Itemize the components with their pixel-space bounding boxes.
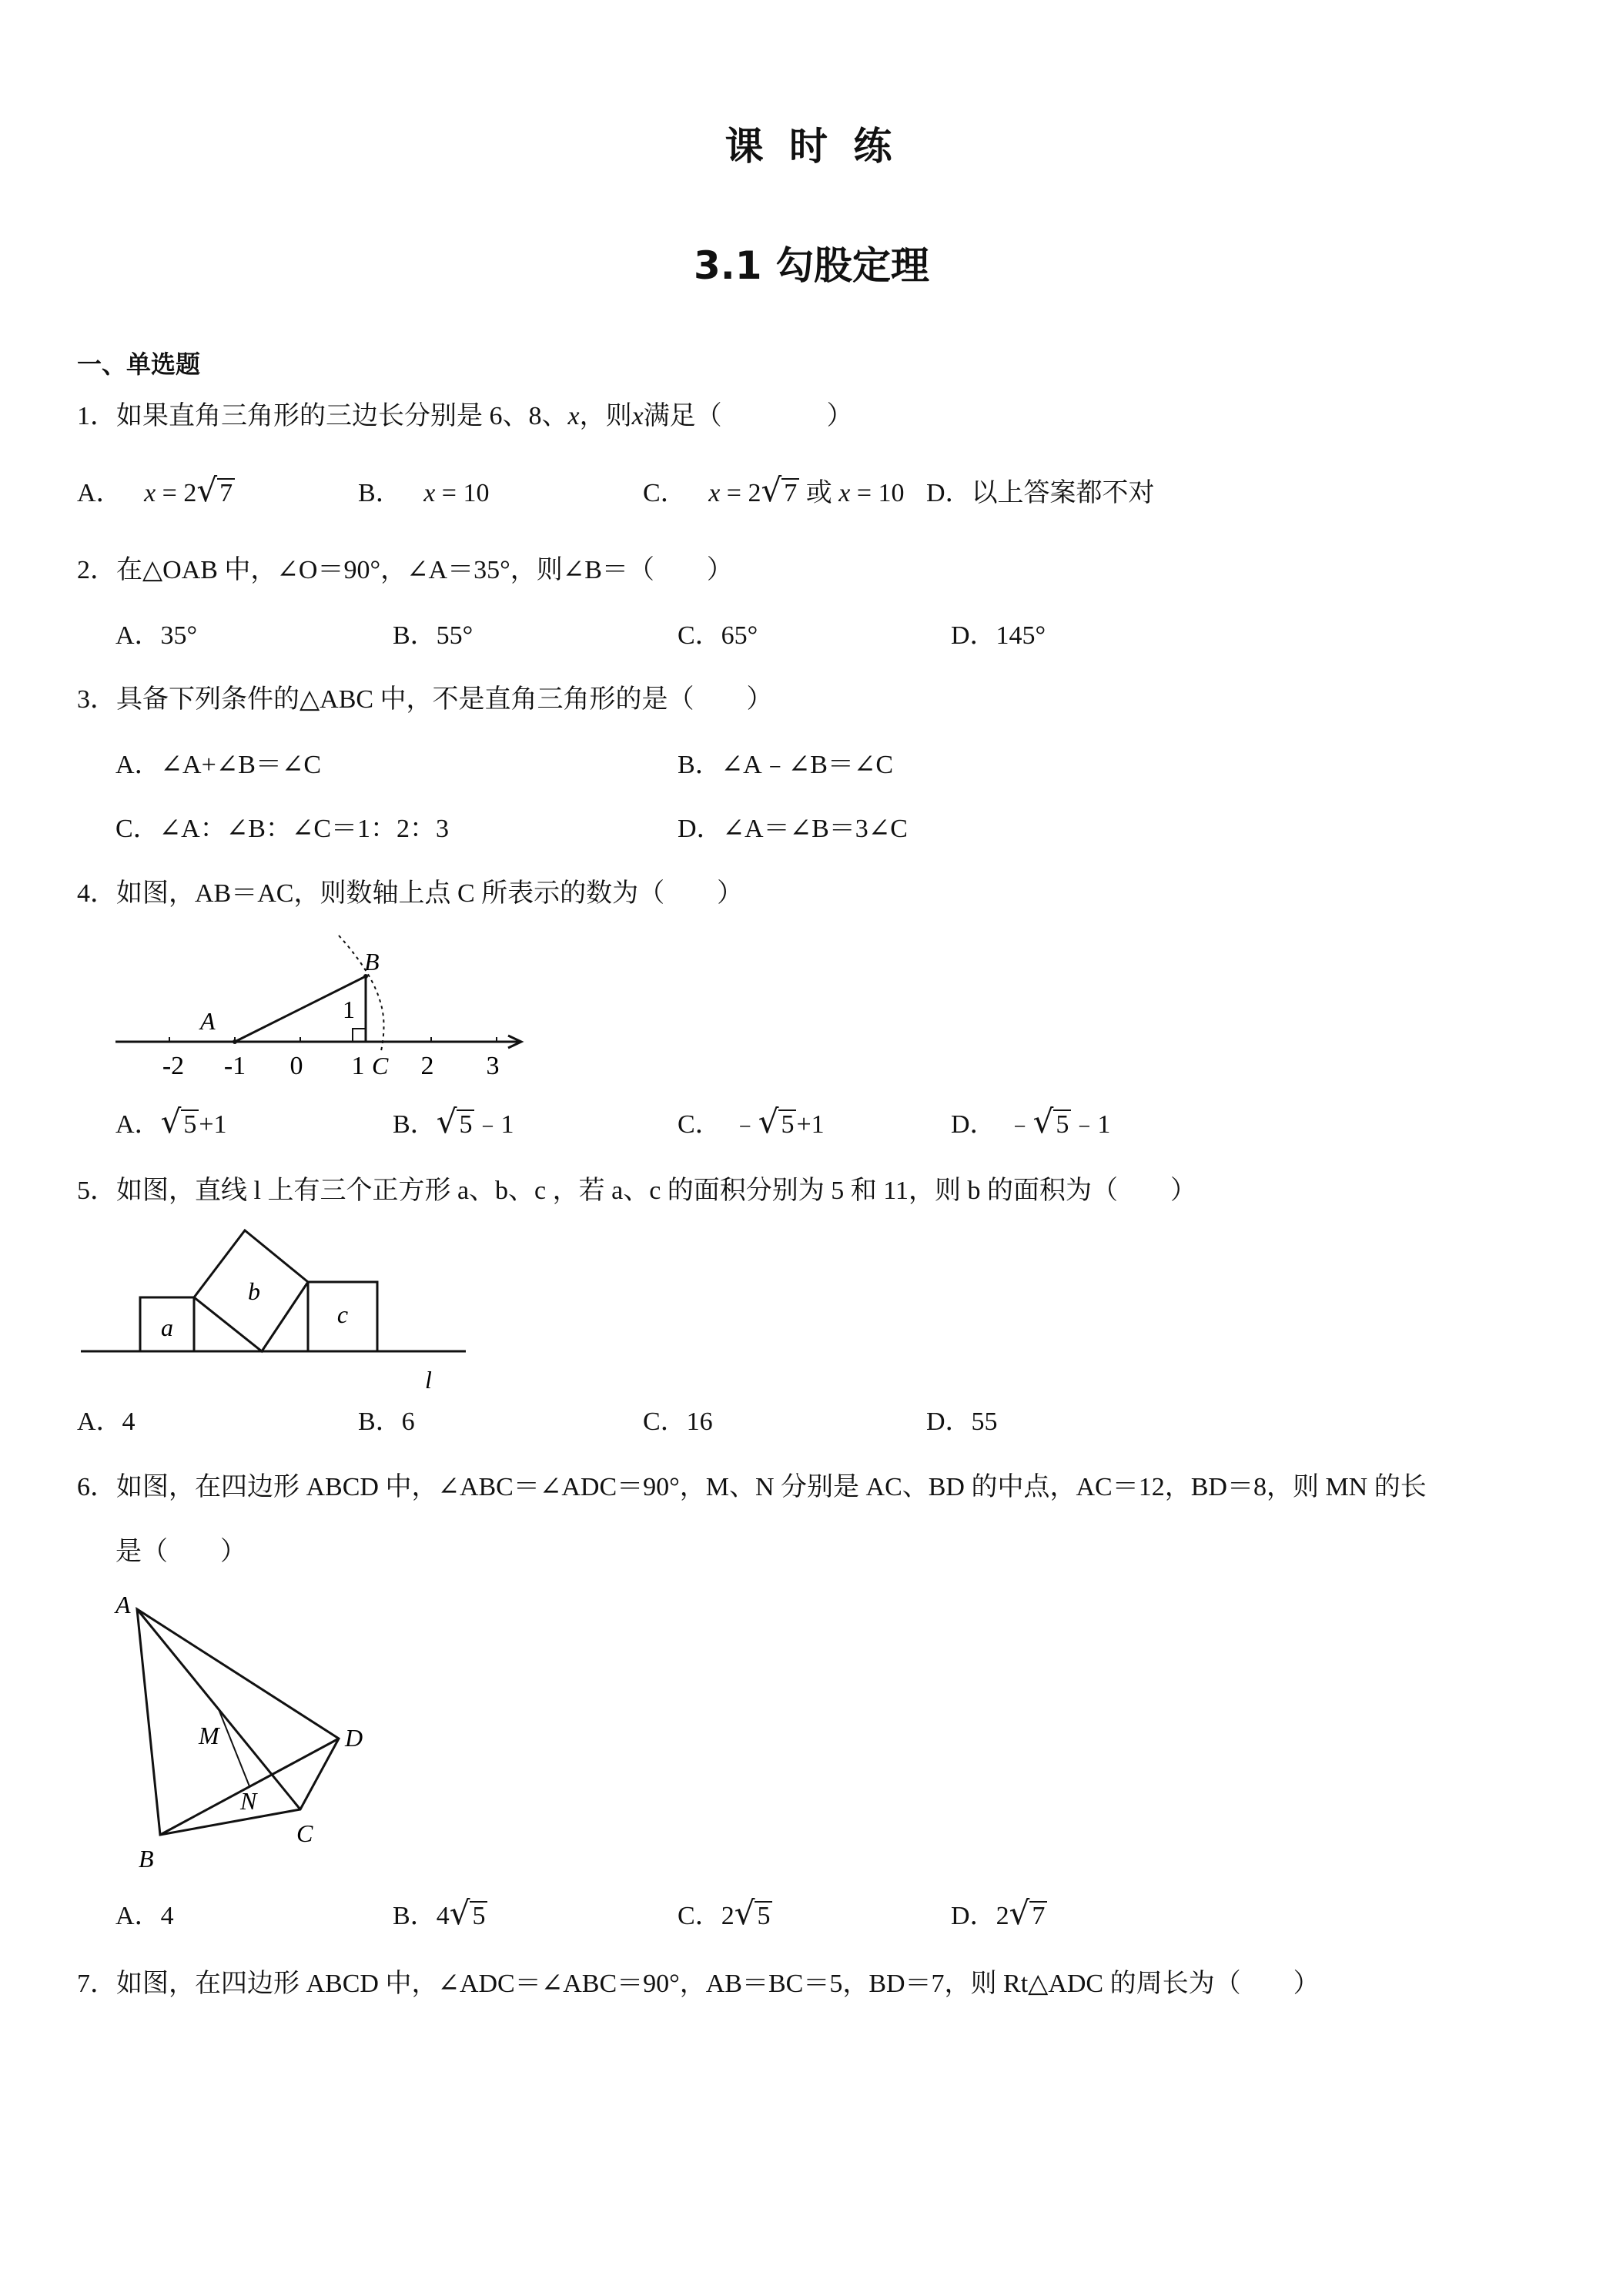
q3-option-a[interactable]: A．∠A+∠B＝∠C <box>115 751 322 779</box>
q3-option-b[interactable]: B．∠A﹣∠B＝∠C <box>678 751 894 779</box>
radicand: 7 <box>781 478 799 507</box>
question-number: 1． <box>77 402 116 430</box>
option-label: C． <box>678 1110 721 1139</box>
question-6 <box>77 1465 1427 1503</box>
point-label-b: B <box>364 948 380 976</box>
side-label-one: 1 <box>343 996 355 1023</box>
sqrt-icon: √ <box>758 1103 779 1140</box>
variable-x: x <box>708 479 721 507</box>
question-2 <box>77 548 733 586</box>
q5-option-a[interactable]: A．4 <box>77 1407 136 1436</box>
tick-label: 0 <box>289 1052 303 1080</box>
question-text: 在△OAB 中，∠O＝90°，∠A＝35°，则∠B＝（ ） <box>116 556 733 584</box>
question-1 <box>77 394 853 432</box>
question-text: 如图，直线 l 上有三个正方形 a、b、c ，若 a、c 的面积分别为 5 和 11，则 b 的面积为（ ） <box>116 1176 1197 1205</box>
tick-label: -1 <box>223 1052 246 1080</box>
option-label: B． <box>393 1110 437 1139</box>
radicand: 5 <box>755 1901 772 1930</box>
question-number: 5． <box>77 1176 116 1205</box>
point-label-c: C <box>372 1052 389 1079</box>
variable-x: x <box>838 479 851 507</box>
question-text: 满足（ ） <box>643 402 853 430</box>
q2-option-d[interactable]: D．145° <box>951 621 1046 650</box>
option-text: 2 <box>721 1902 735 1930</box>
radicand: 5 <box>1053 1110 1071 1139</box>
vertex-label-a: A <box>115 1591 131 1618</box>
question-number: 6． <box>77 1473 116 1501</box>
q1-option-a[interactable] <box>77 471 235 509</box>
option-text: +1 <box>796 1110 825 1139</box>
question-number: 4． <box>77 879 116 908</box>
option-text: = 10 <box>850 479 905 507</box>
option-label: D． <box>951 1110 996 1139</box>
variable-x: x <box>567 402 580 430</box>
question-text: 具备下列条件的△ABC 中，不是直角三角形的是（ ） <box>116 685 773 714</box>
sqrt-icon: √ <box>1009 1894 1030 1932</box>
option-label: A． <box>115 1902 161 1930</box>
option-text: ﹣1 <box>1071 1110 1111 1139</box>
quadrilateral-figure <box>100 1578 408 1886</box>
variable-x: x <box>423 479 436 507</box>
option-text: = 2 <box>156 479 197 507</box>
midpoint-label-m: M <box>199 1722 219 1749</box>
option-label: C． <box>643 479 687 507</box>
q6-option-d[interactable] <box>951 1894 1047 1932</box>
question-number: 7． <box>77 1970 116 1998</box>
q5-option-b[interactable]: B．6 <box>358 1407 415 1436</box>
radicand: 7 <box>217 478 235 507</box>
question-number: 2． <box>77 556 116 584</box>
tick-label: 2 <box>420 1052 434 1080</box>
option-text: 以上答案都不对 <box>971 479 1155 507</box>
lesson-title: 3.1 勾股定理 <box>694 243 929 288</box>
sqrt-icon: √ <box>1032 1103 1054 1140</box>
option-text: 4 <box>436 1902 450 1930</box>
q1-option-d[interactable] <box>926 471 1155 509</box>
line-label-l: l <box>425 1366 432 1394</box>
sqrt-icon: √ <box>196 471 218 509</box>
q6-option-a[interactable] <box>115 1894 174 1932</box>
sqrt-icon: √ <box>761 471 782 509</box>
vertex-label-b: B <box>139 1845 154 1873</box>
vertex-label-d: D <box>345 1724 363 1752</box>
sqrt-icon: √ <box>449 1894 470 1932</box>
question-5 <box>77 1169 1196 1207</box>
radicand: 5 <box>181 1110 199 1139</box>
variable-x: x <box>631 402 644 430</box>
question-number: 3． <box>77 685 116 714</box>
q6-option-b[interactable] <box>393 1894 487 1932</box>
question-text: ，则 <box>579 402 632 430</box>
option-label: D． <box>951 1902 996 1930</box>
question-4 <box>77 872 743 909</box>
square-label-c: c <box>336 1300 349 1328</box>
question-text: 如图，在四边形 ABCD 中，∠ADC＝∠ABC＝90°，AB＝BC＝5，BD＝7，则 Rt△ADC 的周长为（ ） <box>116 1970 1320 1998</box>
q5-option-c[interactable]: C．16 <box>643 1407 713 1436</box>
q2-option-a[interactable]: A．35° <box>115 621 198 650</box>
q4-option-c[interactable] <box>678 1103 825 1140</box>
page-title: 课 时 练 <box>724 124 899 169</box>
option-label: B． <box>358 479 402 507</box>
radicand: 7 <box>1029 1901 1047 1930</box>
point-label-a: A <box>200 1007 216 1035</box>
question-6-cont: 是（ ） <box>115 1538 246 1566</box>
option-label: A． <box>77 479 122 507</box>
option-text: = 2 <box>720 479 761 507</box>
q4-option-b[interactable] <box>393 1103 514 1140</box>
q3-option-c[interactable]: C．∠A：∠B：∠C＝1：2：3 <box>115 815 450 843</box>
tick-label: 1 <box>351 1052 365 1080</box>
q6-option-c[interactable] <box>678 1894 772 1932</box>
option-label: A． <box>115 1110 161 1139</box>
q2-option-c[interactable]: C．65° <box>678 621 758 650</box>
radicand: 5 <box>470 1901 487 1930</box>
option-label: D． <box>926 479 972 507</box>
option-text: +1 <box>199 1110 227 1139</box>
q5-option-d[interactable]: D．55 <box>926 1407 998 1436</box>
variable-x: x <box>144 479 156 507</box>
q1-option-b[interactable] <box>358 471 489 509</box>
radicand: 5 <box>457 1110 474 1139</box>
option-text: 4 <box>160 1902 174 1930</box>
number-line-figure <box>108 920 539 1097</box>
vertex-label-c: C <box>296 1819 313 1847</box>
question-3 <box>77 678 773 715</box>
option-text: ﹣ <box>731 1110 758 1139</box>
section-heading: 一、单选题 <box>77 350 201 379</box>
question-7 <box>77 1962 1320 2000</box>
option-label: B． <box>393 1902 437 1930</box>
question-text: 如图，AB＝AC，则数轴上点 C 所表示的数为（ ） <box>116 879 744 908</box>
square-label-b: b <box>248 1277 260 1305</box>
sqrt-icon: √ <box>436 1103 457 1140</box>
q1-option-c[interactable] <box>643 471 905 509</box>
q4-option-a[interactable] <box>115 1103 227 1140</box>
sqrt-icon: √ <box>734 1894 755 1932</box>
question-text: 如图，在四边形 ABCD 中，∠ABC＝∠ADC＝90°，M、N 分别是 AC、BD 的中点，AC＝12，BD＝8，则 MN 的长 <box>116 1473 1427 1501</box>
q4-option-d[interactable] <box>951 1103 1110 1140</box>
option-text: ﹣ <box>1006 1110 1033 1139</box>
option-text: 2 <box>996 1902 1009 1930</box>
midpoint-label-n: N <box>240 1787 257 1815</box>
sqrt-icon: √ <box>160 1103 182 1140</box>
option-text: 或 <box>799 479 839 507</box>
q3-option-d[interactable]: D．∠A＝∠B＝3∠C <box>678 815 908 843</box>
question-text: 如果直角三角形的三边长分别是 6、8、 <box>116 402 568 430</box>
option-text: ﹣1 <box>474 1110 514 1139</box>
tick-label: -2 <box>162 1052 185 1080</box>
option-label: C． <box>678 1902 721 1930</box>
radicand: 5 <box>778 1110 796 1139</box>
q2-option-b[interactable]: B．55° <box>393 621 474 650</box>
tick-label: 3 <box>486 1052 500 1080</box>
square-label-a: a <box>161 1314 173 1341</box>
option-text: = 10 <box>435 479 490 507</box>
squares-figure <box>77 1220 477 1397</box>
